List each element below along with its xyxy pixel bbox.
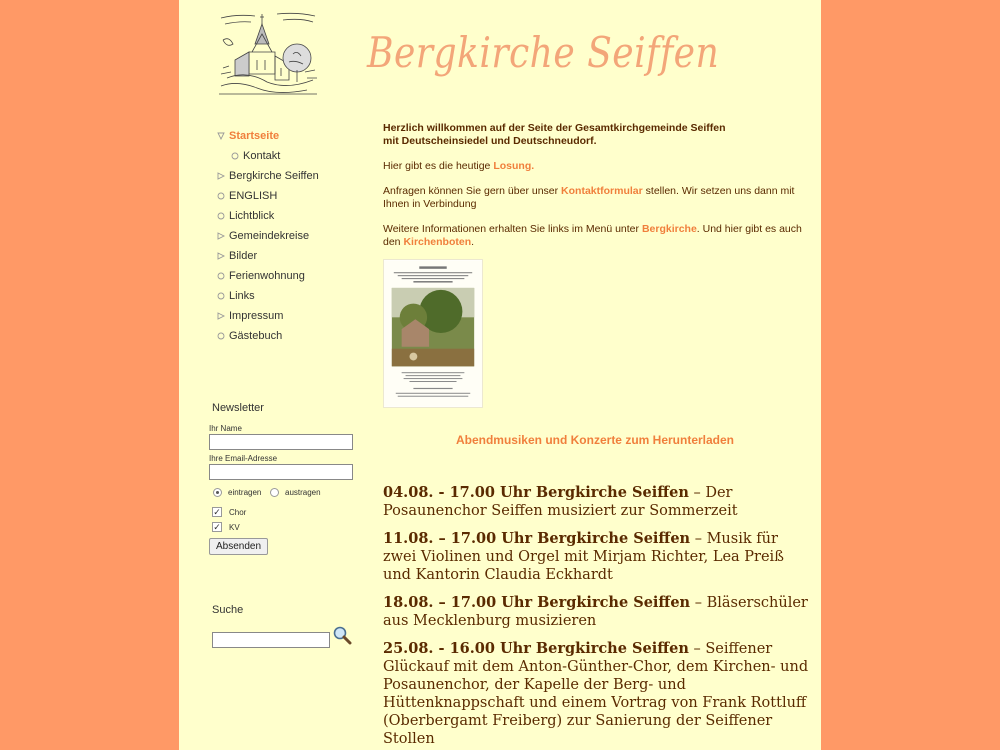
event-item[interactable] — [383, 640, 811, 748]
losung-pre: Hier gibt es die heutige — [383, 160, 494, 172]
nav-label: Bergkirche Seiffen — [229, 170, 319, 182]
info-paragraph — [383, 223, 807, 249]
nav-label: Impressum — [229, 310, 284, 322]
nav-label: Ferienwohnung — [229, 270, 305, 282]
welcome-line-1: Herzlich willkommen auf der Seite der Gesamtkirchgemeinde Seiffen — [383, 122, 726, 134]
welcome-line-2: mit Deutscheinsiedel und Deutschneudorf. — [383, 135, 597, 147]
nav-label: ENGLISH — [229, 190, 278, 202]
search-icon[interactable] — [332, 625, 352, 645]
main-navigation — [215, 126, 375, 346]
event-item[interactable] — [383, 594, 811, 630]
choir-option[interactable] — [212, 507, 246, 517]
nav-item-startseite[interactable] — [215, 126, 375, 146]
event-date: 25.08. - 16.00 Uhr Bergkirche Seiffen — [383, 640, 689, 657]
contact-paragraph — [383, 185, 807, 211]
subscribe-label: eintragen — [228, 488, 262, 497]
event-description: – Seiffener Glückauf mit dem Anton-Günther-Chor, dem Kirchen- und Posaunenchor, der Kapelle der Berg- und Hüttenknappschaft und einem Vortrag von Frank Rottluff (Oberbergamt Freiberg) zur Sanierung der Seiffener Stollen — [383, 641, 809, 747]
nav-item-links[interactable] — [215, 286, 375, 306]
email-input[interactable] — [209, 464, 353, 480]
info-mid: . Und hier gibt es auch den — [383, 223, 802, 248]
losung-link[interactable]: Losung. — [493, 160, 535, 172]
church-sketch-logo[interactable] — [217, 10, 319, 98]
nav-label: Links — [229, 290, 255, 302]
nav-label: Gemeindekreise — [229, 230, 310, 242]
event-date: 18.08. – 17.00 Uhr Bergkirche Seiffen — [383, 594, 691, 611]
triangle-icon — [215, 170, 227, 182]
circle-icon — [215, 270, 227, 282]
kv-checkbox[interactable]: ✓ — [213, 521, 221, 532]
info-pre: Weitere Informationen erhalten Sie links im Menü unter — [383, 223, 642, 235]
nav-item-bilder[interactable] — [215, 246, 375, 266]
email-label: Ihre Email-Adresse — [209, 454, 278, 463]
nav-item-ferienwohnung[interactable] — [215, 266, 375, 286]
triangle-icon — [215, 310, 227, 322]
nav-item-bergkirche-seiffen[interactable] — [215, 166, 375, 186]
kirchenbote-cover-image[interactable] — [383, 259, 483, 408]
nav-label: Lichtblick — [229, 210, 275, 222]
contact-post: stellen. Wir setzen uns dann mit Ihnen in Verbindung — [383, 185, 795, 210]
site-title: Bergkirche Seiffen — [367, 28, 720, 77]
download-heading: Abendmusiken und Konzerte zum Herunterladen — [455, 433, 735, 447]
nav-item-gaestebuch[interactable] — [215, 326, 375, 346]
kv-option[interactable] — [212, 522, 240, 532]
nav-item-kontakt[interactable] — [215, 146, 375, 166]
nav-item-lichtblick[interactable] — [215, 206, 375, 226]
choir-label: Chor — [229, 507, 247, 517]
nav-label: Gästebuch — [229, 330, 283, 342]
circle-icon — [215, 210, 227, 222]
event-item[interactable] — [383, 530, 811, 584]
triangle-icon — [215, 230, 227, 242]
main-content — [383, 122, 807, 261]
nav-label: Startseite — [229, 130, 280, 142]
page — [179, 0, 821, 750]
event-description: – Musik für zwei Violinen und Orgel mit Mirjam Richter, Lea Preiß und Kantorin Claudia Eckhardt — [383, 531, 784, 583]
event-item[interactable] — [383, 484, 811, 520]
nav-item-gemeindekreise[interactable] — [215, 226, 375, 246]
subscribe-option[interactable] — [213, 488, 261, 497]
nav-item-english[interactable] — [215, 186, 375, 206]
circle-icon — [229, 150, 241, 162]
choir-checkbox[interactable]: ✓ — [213, 506, 221, 517]
event-list — [383, 484, 811, 750]
kirchenboten-link[interactable]: Kirchenboten — [403, 236, 472, 248]
circle-icon — [215, 330, 227, 342]
kv-label: KV — [229, 522, 240, 532]
unsubscribe-label: austragen — [285, 488, 321, 497]
event-description: – Bläserschüler aus Mecklenburg musizieren — [383, 595, 808, 629]
info-post: . — [471, 236, 475, 248]
name-label: Ihr Name — [209, 424, 242, 433]
search-title: Suche — [212, 604, 244, 616]
search-input[interactable] — [212, 632, 330, 648]
circle-icon — [215, 290, 227, 302]
nav-label: Bilder — [229, 250, 258, 262]
welcome-text — [383, 122, 807, 148]
unsubscribe-radio[interactable] — [270, 488, 279, 497]
nav-item-impressum[interactable] — [215, 306, 375, 326]
open-triangle-icon — [215, 130, 227, 142]
event-date: 11.08. – 17.00 Uhr Bergkirche Seiffen — [383, 530, 691, 547]
nav-label: Kontakt — [243, 150, 281, 162]
triangle-icon — [215, 250, 227, 262]
unsubscribe-option[interactable] — [270, 488, 321, 497]
bergkirche-link[interactable]: Bergkirche — [641, 223, 697, 235]
newsletter-title: Newsletter — [212, 402, 264, 414]
losung-paragraph — [383, 160, 807, 173]
circle-icon — [215, 190, 227, 202]
name-input[interactable] — [209, 434, 353, 450]
subscribe-radio[interactable] — [213, 488, 222, 497]
submit-button[interactable]: Absenden — [209, 538, 268, 555]
contact-form-link[interactable]: Kontaktformular — [561, 185, 643, 197]
event-date: 04.08. - 17.00 Uhr Bergkirche Seiffen — [383, 484, 689, 501]
contact-pre: Anfragen können Sie gern über unser — [383, 185, 562, 197]
event-description: – Der Posaunenchor Seiffen musiziert zur Sommerzeit — [383, 485, 738, 519]
